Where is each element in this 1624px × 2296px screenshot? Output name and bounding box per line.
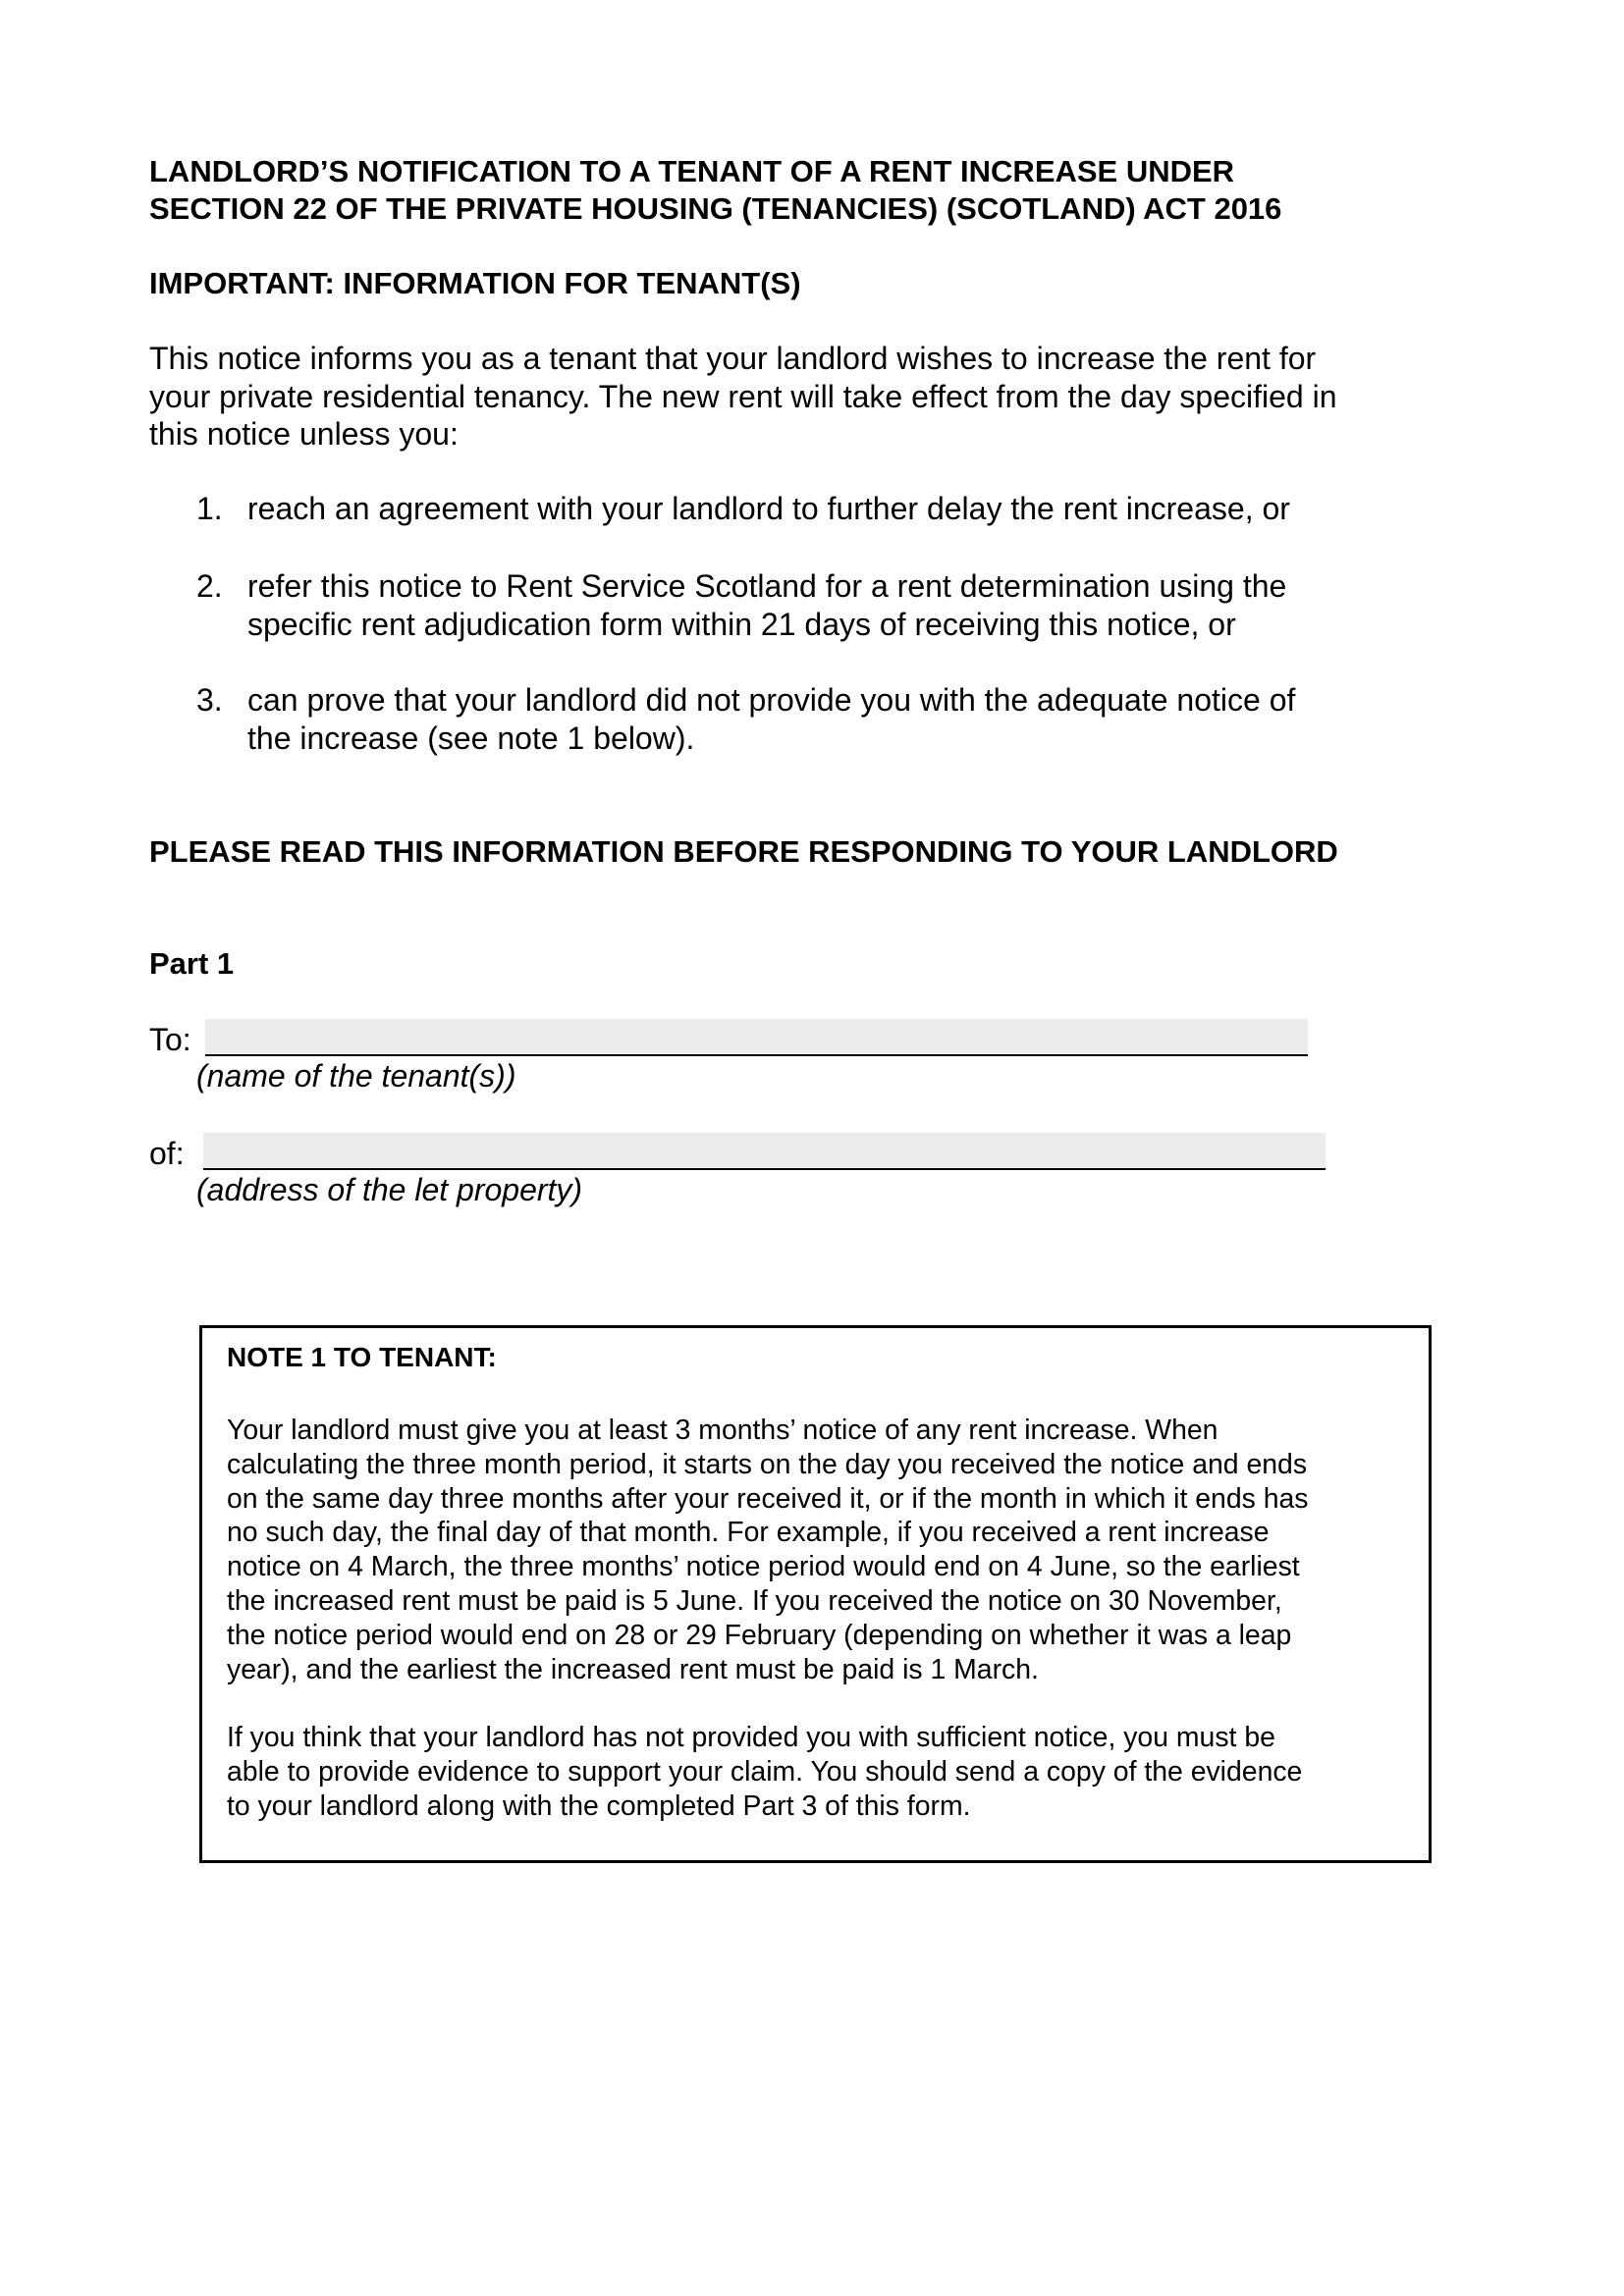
condition-text [247, 567, 1473, 643]
note-line: to your landlord along with the completed Part 3 of this form. [227, 1789, 971, 1822]
condition-line: can prove that your landlord did not provide you with the adequate notice of [247, 682, 1296, 718]
condition-item-1 [196, 490, 1473, 528]
condition-text [247, 681, 1473, 757]
note-paragraph-1 [227, 1414, 1415, 1686]
condition-line: refer this notice to Rent Service Scotland for a rent determination using the [247, 568, 1287, 604]
part-1-heading: Part 1 [149, 946, 235, 981]
tenant-name-row [149, 1021, 191, 1058]
tenant-name-label: To: [149, 1022, 191, 1057]
note-line: the notice period would end on 28 or 29 February (depending on whether it was a leap [227, 1619, 1292, 1651]
intro-line-3: this notice unless you: [149, 416, 459, 452]
intro-line-1: This notice informs you as a tenant that your landlord wishes to increase the rent for [149, 341, 1317, 376]
note-line: the increased rent must be paid is 5 June. If you received the notice on 30 November, [227, 1584, 1282, 1617]
condition-number: 1. [196, 491, 223, 526]
condition-line: specific rent adjudication form within 21 days of receiving this notice, or [247, 606, 1236, 642]
note-line: If you think that your landlord has not provided you with sufficient notice, you must be [227, 1722, 1275, 1753]
property-address-label: of: [149, 1136, 185, 1171]
property-address-row [149, 1135, 185, 1172]
note-line: year), and the earliest the increased rent must be paid is 1 March. [227, 1653, 1039, 1685]
note-line: notice on 4 March, the three months’ notice period would end on 4 June, so the earliest [227, 1551, 1300, 1583]
note-line: Your landlord must give you at least 3 months’ notice of any rent increase. When [227, 1415, 1218, 1446]
note-line: able to provide evidence to support your claim. You should send a copy of the evidence [227, 1755, 1303, 1788]
property-address-field[interactable] [203, 1133, 1326, 1170]
document-title-line-1: LANDLORD’S NOTIFICATION TO A TENANT OF A RENT INCREASE UNDER [149, 154, 1235, 188]
note-line: on the same day three months after your received it, or if the month in which it ends has [227, 1482, 1309, 1515]
intro-line-2: your private residential tenancy. The new rent will take effect from the day specified in [149, 378, 1337, 414]
tenant-name-hint: (name of the tenant(s)) [196, 1058, 516, 1094]
important-information-heading: IMPORTANT: INFORMATION FOR TENANT(S) [149, 266, 801, 300]
condition-text [247, 490, 1473, 528]
condition-line: the increase (see note 1 below). [247, 720, 695, 756]
note-paragraph-2 [227, 1721, 1415, 1823]
read-before-responding-heading: PLEASE READ THIS INFORMATION BEFORE RESPONDING TO YOUR LANDLORD [149, 834, 1338, 869]
note-line: no such day, the final day of that month. For example, if you received a rent increase [227, 1517, 1270, 1549]
note-line: calculating the three month period, it starts on the day you received the notice and ends [227, 1448, 1308, 1480]
note-to-tenant-box [199, 1325, 1432, 1863]
condition-number: 3. [196, 682, 223, 718]
condition-line: reach an agreement with your landlord to further delay the rent increase, or [247, 491, 1290, 526]
condition-item-2 [196, 567, 1473, 643]
document-title [149, 153, 1524, 228]
document-title-line-2: SECTION 22 OF THE PRIVATE HOUSING (TENANCIES) (SCOTLAND) ACT 2016 [149, 191, 1282, 226]
tenant-name-field[interactable] [205, 1019, 1308, 1056]
note-heading: NOTE 1 TO TENANT: [227, 1342, 497, 1372]
intro-paragraph [149, 340, 1504, 454]
property-address-hint: (address of the let property) [196, 1172, 583, 1207]
condition-item-3 [196, 681, 1473, 757]
condition-number: 2. [196, 568, 223, 604]
